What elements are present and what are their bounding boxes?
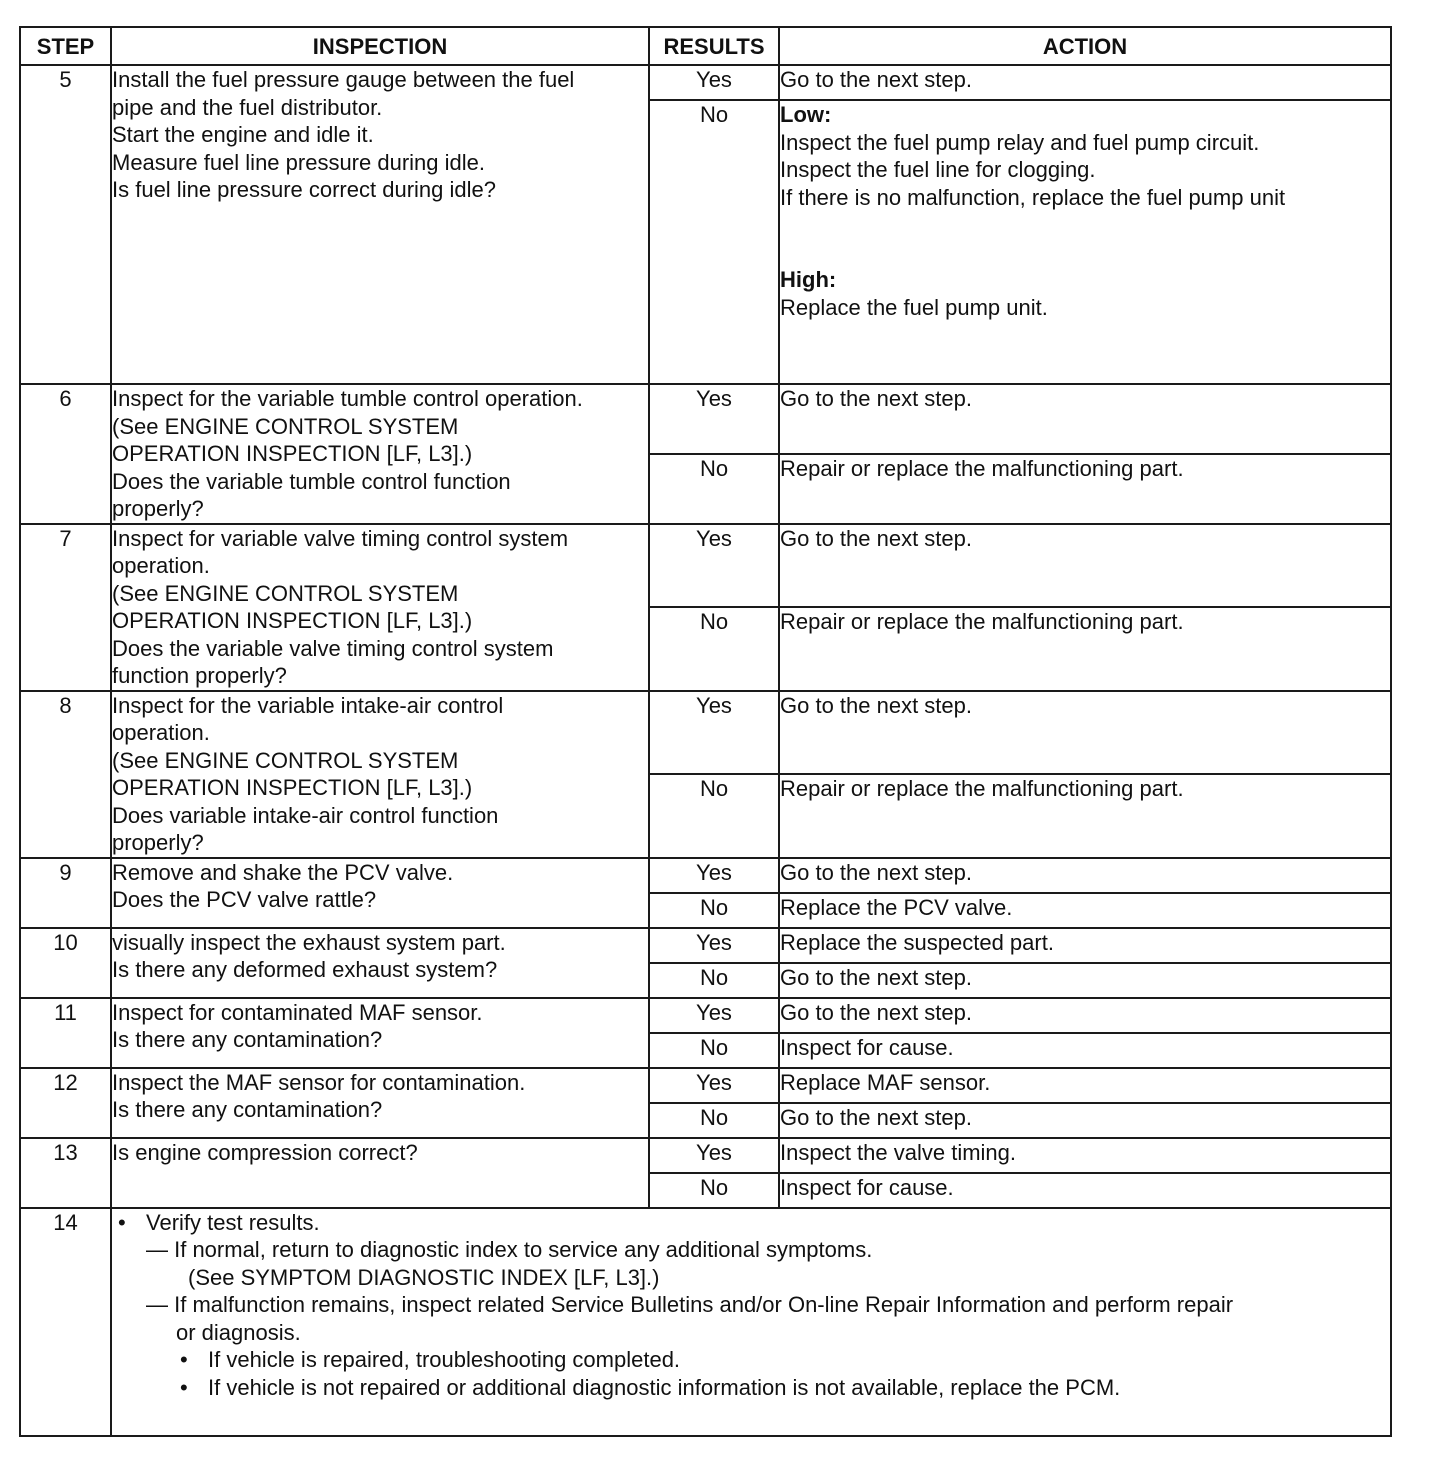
- inspection-line: visually inspect the exhaust system part.: [112, 929, 506, 955]
- result-no: No: [649, 1103, 779, 1138]
- inspection-cell: [111, 1138, 649, 1208]
- header-action: ACTION: [779, 27, 1391, 65]
- step-number: 5: [20, 65, 111, 384]
- inspection-cell: [111, 384, 649, 524]
- result-no: No: [649, 454, 779, 524]
- result-no: No: [649, 774, 779, 858]
- step-number: 14: [20, 1208, 111, 1436]
- inspection-line: OPERATION INSPECTION [LF, L3].): [112, 775, 473, 800]
- inspection-cell: [111, 691, 649, 858]
- header-inspection: INSPECTION: [111, 27, 649, 65]
- result-yes: Yes: [649, 384, 779, 454]
- inspection-line: Does the PCV valve rattle?: [112, 887, 377, 912]
- normal-reference: (See SYMPTOM DIAGNOSTIC INDEX [LF, L3].): [188, 1264, 660, 1290]
- final-step-cell: [111, 1208, 1391, 1436]
- result-no: No: [649, 1173, 779, 1208]
- inspection-line: Does variable intake-air control function: [112, 802, 499, 828]
- action-yes: Go to the next step.: [779, 691, 1391, 775]
- inspection-line: operation.: [112, 553, 210, 578]
- step-number: 6: [20, 384, 111, 524]
- malfunction-continuation: or diagnosis.: [176, 1319, 301, 1345]
- low-label: Low:: [780, 102, 832, 127]
- header-results: RESULTS: [649, 27, 779, 65]
- step-13-row-yes: [20, 1138, 1391, 1173]
- inspection-line: OPERATION INSPECTION [LF, L3].): [112, 608, 473, 633]
- result-yes: Yes: [649, 524, 779, 608]
- spacer: [780, 211, 1390, 266]
- step-number: 7: [20, 524, 111, 691]
- inspection-line: (See ENGINE CONTROL SYSTEM: [112, 413, 459, 439]
- step-number: 13: [20, 1138, 111, 1208]
- inspection-cell: [111, 928, 649, 998]
- inspection-line: properly?: [112, 830, 204, 855]
- action-yes: Go to the next step.: [779, 998, 1391, 1033]
- inspection-line: Inspect the MAF sensor for contamination.: [112, 1069, 526, 1095]
- action-no: Inspect for cause.: [779, 1173, 1391, 1208]
- action-line: Inspect the fuel line for clogging.: [780, 157, 1096, 182]
- high-label: High:: [780, 267, 837, 292]
- malfunction-line: — If malfunction remains, inspect related Service Bulletins and/or On-line Repair Information and perform repair: [146, 1292, 1234, 1317]
- action-yes: Replace the suspected part.: [779, 928, 1391, 963]
- step-14-row: [20, 1208, 1391, 1436]
- inspection-line: properly?: [112, 496, 204, 521]
- inspection-line: Is there any deformed exhaust system?: [112, 957, 498, 982]
- result-yes: Yes: [649, 858, 779, 893]
- inspection-line: Is fuel line pressure correct during idle?: [112, 177, 496, 202]
- action-no: Inspect for cause.: [779, 1033, 1391, 1068]
- step-11-row-yes: [20, 998, 1391, 1033]
- inspection-line: Does the variable valve timing control system: [112, 635, 554, 661]
- step-7-row-yes: [20, 524, 1391, 608]
- action-yes: Go to the next step.: [779, 524, 1391, 608]
- inspection-cell: [111, 998, 649, 1068]
- inspection-line: (See ENGINE CONTROL SYSTEM: [112, 580, 459, 606]
- action-no: Repair or replace the malfunctioning part.: [779, 454, 1391, 524]
- result-no: No: [649, 1033, 779, 1068]
- repaired-bullet: • If vehicle is repaired, troubleshooting completed.: [112, 1346, 1390, 1374]
- inspection-cell: [111, 858, 649, 928]
- result-yes: Yes: [649, 1138, 779, 1173]
- inspection-line: Does the variable tumble control function: [112, 468, 511, 494]
- action-line: If there is no malfunction, replace the fuel pump unit: [780, 184, 1286, 210]
- header-step: STEP: [20, 27, 111, 65]
- inspection-line: Is engine compression correct?: [112, 1139, 418, 1165]
- step-number: 9: [20, 858, 111, 928]
- action-no: [779, 100, 1391, 384]
- action-yes: Replace MAF sensor.: [779, 1068, 1391, 1103]
- inspection-line: operation.: [112, 720, 210, 745]
- inspection-line: Is there any contamination?: [112, 1097, 383, 1122]
- action-no: Go to the next step.: [779, 1103, 1391, 1138]
- action-line: Replace the fuel pump unit.: [780, 294, 1048, 320]
- inspection-cell: [111, 65, 649, 384]
- step-5-row-yes: [20, 65, 1391, 100]
- inspection-cell: [111, 524, 649, 691]
- action-yes: Go to the next step.: [779, 65, 1391, 100]
- action-yes: Go to the next step.: [779, 858, 1391, 893]
- step-8-row-yes: [20, 691, 1391, 775]
- inspection-line: Start the engine and idle it.: [112, 122, 374, 147]
- inspection-line: (See ENGINE CONTROL SYSTEM: [112, 747, 459, 773]
- inspection-cell: [111, 1068, 649, 1138]
- action-no: Go to the next step.: [779, 963, 1391, 998]
- inspection-line: function properly?: [112, 663, 287, 688]
- inspection-line: OPERATION INSPECTION [LF, L3].): [112, 441, 473, 466]
- step-number: 12: [20, 1068, 111, 1138]
- step-number: 11: [20, 998, 111, 1068]
- action-yes: Inspect the valve timing.: [779, 1138, 1391, 1173]
- result-no: No: [649, 100, 779, 384]
- step-12-row-yes: [20, 1068, 1391, 1103]
- result-yes: Yes: [649, 65, 779, 100]
- action-no: Repair or replace the malfunctioning part.: [779, 607, 1391, 691]
- inspection-line: Install the fuel pressure gauge between the fuel: [112, 67, 575, 92]
- inspection-line: Is there any contamination?: [112, 1027, 383, 1052]
- step-6-row-yes: [20, 384, 1391, 454]
- result-yes: Yes: [649, 1068, 779, 1103]
- inspection-line: Measure fuel line pressure during idle.: [112, 149, 485, 175]
- inspection-line: Inspect for the variable intake-air control: [112, 692, 504, 718]
- result-yes: Yes: [649, 998, 779, 1033]
- action-yes: Go to the next step.: [779, 384, 1391, 454]
- verify-bullet: • Verify test results.: [112, 1209, 1390, 1237]
- result-yes: Yes: [649, 928, 779, 963]
- step-number: 8: [20, 691, 111, 858]
- action-no: Replace the PCV valve.: [779, 893, 1391, 928]
- normal-line: — If normal, return to diagnostic index to service any additional symptoms.: [146, 1237, 873, 1262]
- result-no: No: [649, 893, 779, 928]
- inspection-line: Inspect for variable valve timing control system: [112, 525, 569, 551]
- inspection-line: Inspect for the variable tumble control operation.: [112, 386, 583, 411]
- result-no: No: [649, 963, 779, 998]
- inspection-line: pipe and the fuel distributor.: [112, 94, 383, 120]
- result-no: No: [649, 607, 779, 691]
- inspection-line: Inspect for contaminated MAF sensor.: [112, 999, 483, 1025]
- action-line: Inspect the fuel pump relay and fuel pump circuit.: [780, 129, 1260, 155]
- not-repaired-bullet: • If vehicle is not repaired or additional diagnostic information is not available, replace the PCM.: [112, 1374, 1390, 1402]
- troubleshooting-table: [19, 26, 1392, 1437]
- action-no: Repair or replace the malfunctioning part.: [779, 774, 1391, 858]
- step-10-row-yes: [20, 928, 1391, 963]
- header-row: [20, 27, 1391, 65]
- result-yes: Yes: [649, 691, 779, 775]
- step-number: 10: [20, 928, 111, 998]
- step-9-row-yes: [20, 858, 1391, 893]
- inspection-line: Remove and shake the PCV valve.: [112, 859, 454, 885]
